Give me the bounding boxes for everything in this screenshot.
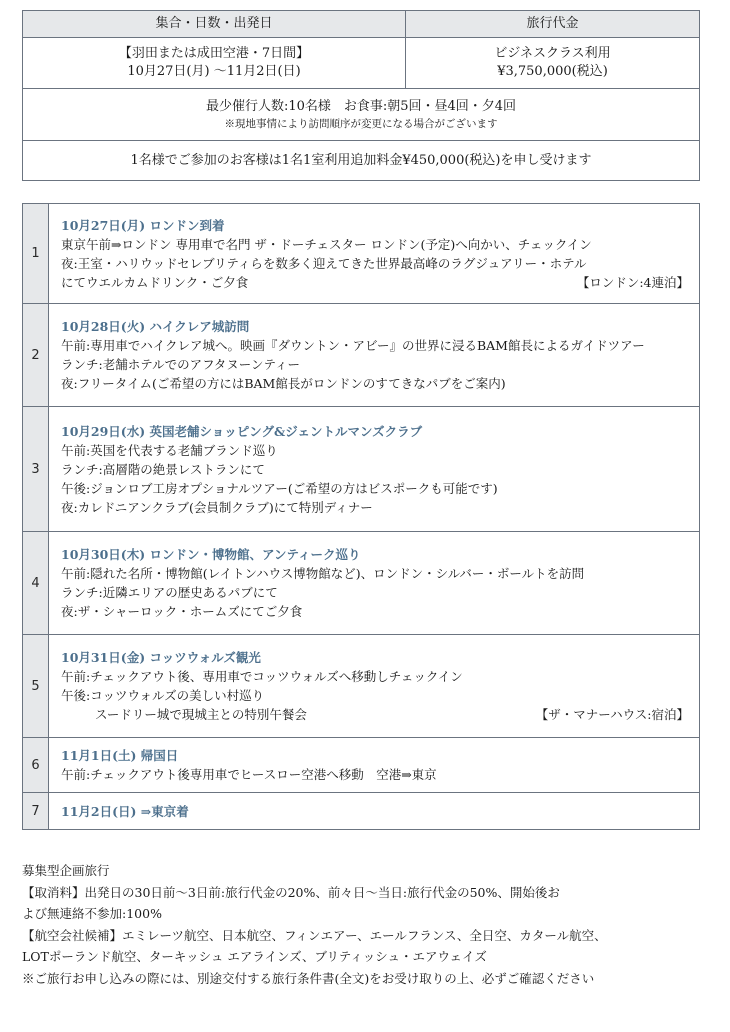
day-line: 午後:コッツウォルズの美しい村巡り	[61, 688, 265, 703]
day-content	[49, 407, 700, 532]
day-line: ランチ:老舗ホテルでのアフタヌーンティー	[61, 357, 300, 372]
day-line: 東京午前⇒ロンドン 専用車で名門 ザ・ドーチェスター ロンドン(予定)へ向かい、チェックイン	[61, 236, 592, 252]
participants-meals-cell	[23, 89, 700, 141]
day-number: 2	[23, 304, 49, 407]
day-content	[49, 532, 700, 635]
day-number: 5	[23, 635, 49, 738]
day-line: 夜:ザ・シャーロック・ホームズにてご夕食	[61, 604, 303, 619]
day-line: 午前:隠れた名所・博物館(レイトンハウス博物館など)、ロンドン・シルバー・ボールトを訪問	[61, 566, 585, 581]
departure-cell	[23, 38, 406, 89]
day-title: 10月28日(火) ハイクレア城訪問	[61, 319, 250, 334]
day-line: 午前:専用車でハイクレア城へ。映画『ダウントン・アビー』の世界に浸るBAM館長によるガイドツアー	[61, 338, 645, 353]
day-number: 4	[23, 532, 49, 635]
day-line: 夜:フリータイム(ご希望の方にはBAM館長がロンドンのすてきなパブをご案内)	[61, 376, 506, 391]
departure-airport-duration: 【羽田または成田空港・7日間】	[118, 46, 310, 61]
day-line: ランチ:高層階の絶景レストランにて	[61, 461, 265, 477]
accommodation-note: 【ザ・マナーハウス:宿泊】	[535, 707, 689, 722]
itinerary-row	[23, 407, 700, 532]
day-title: 11月2日(日) ⇒東京着	[61, 803, 189, 819]
day-line: 夜:カレドニアンクラブ(会員制クラブ)にて特別ディナー	[61, 499, 373, 515]
day-line-with-accommodation	[61, 705, 689, 724]
day-line: 午前:英国を代表する老舗ブランド巡り	[61, 442, 278, 458]
price-amount: ¥3,750,000(税込)	[497, 64, 608, 79]
day-number: 7	[23, 793, 49, 830]
terms-section	[22, 860, 712, 989]
day-number: 6	[23, 738, 49, 793]
day-number: 1	[23, 204, 49, 304]
departure-dates: 10月27日(月) 〜11月2日(日)	[127, 64, 301, 79]
day-content	[49, 304, 700, 407]
itinerary-row	[23, 738, 700, 793]
day-line: スードリー城で現城主との特別午餐会	[95, 707, 307, 722]
day-title: 10月27日(月) ロンドン到着	[61, 217, 225, 233]
participants-meals: 最少催行人数:10名様 お食事:朝5回・昼4回・夕4回	[205, 98, 517, 114]
day-title: 10月29日(水) 英国老舗ショッピング&ジェントルマンズクラブ	[61, 423, 423, 439]
order-change-note: ※現地事情により訪問順序が変更になる場合がございます	[224, 117, 498, 130]
day-title: 11月1日(土) 帰国日	[61, 748, 179, 763]
day-title: 10月31日(金) コッツウォルズ観光	[61, 650, 261, 665]
day-line: ランチ:近隣エリアの歴史あるパブにて	[61, 585, 278, 600]
itinerary-table	[22, 203, 700, 830]
day-line-with-accommodation	[61, 273, 689, 292]
price-class: ビジネスクラス利用	[494, 46, 611, 61]
day-title: 10月30日(木) ロンドン・博物館、アンティーク巡り	[61, 547, 361, 562]
airline-candidates-line: LOTポーランド航空、ターキッシュ エアラインズ、ブリティッシュ・エアウェイズ	[22, 949, 487, 964]
day-number: 3	[23, 407, 49, 532]
itinerary-row	[23, 304, 700, 407]
day-content	[49, 793, 700, 830]
day-content	[49, 204, 700, 304]
itinerary-row	[23, 793, 700, 830]
itinerary-row	[23, 635, 700, 738]
airline-candidates-line: 【航空会社候補】エミレーツ航空、日本航空、フィンエアー、エールフランス、全日空、カタール航空、	[22, 927, 607, 943]
day-line: 午後:ジョンロブ工房オプショナルツアー(ご希望の方はビスポークも可能です)	[61, 480, 498, 496]
day-line: 午前:チェックアウト後、専用車でコッツウォルズへ移動しチェックイン	[61, 669, 463, 684]
cancellation-fee-line: 【取消料】出発日の30日前〜3日前:旅行代金の20%、前々日〜当日:旅行代金の50%、開始後お	[22, 884, 560, 900]
header-price: 旅行代金	[406, 11, 700, 38]
itinerary-row	[23, 532, 700, 635]
day-content	[49, 738, 700, 793]
itinerary-row	[23, 204, 700, 304]
day-line: 午前:チェックアウト後専用車でヒースロー空港へ移動 空港⇒東京	[61, 767, 437, 782]
accommodation-note: 【ロンドン:4連泊】	[576, 274, 689, 290]
single-supplement: 1名様でご参加のお客様は1名1室利用追加料金¥450,000(税込)を申し受けます	[23, 141, 700, 181]
day-content	[49, 635, 700, 738]
tour-summary-table	[22, 10, 700, 181]
day-line: 夜:王室・ハリウッドセレブリティらを数多く迎えてきた世界最高峰のラグジュアリー・ホテル	[61, 255, 587, 271]
header-departure: 集合・日数・出発日	[23, 11, 406, 38]
cancellation-fee-line: よび無連絡不参加:100%	[22, 906, 162, 921]
tour-type: 募集型企画旅行	[22, 863, 110, 878]
day-line: にてウエルカムドリンク・ご夕食	[61, 274, 249, 290]
travel-conditions-note: ※ご旅行お申し込みの際には、別途交付する旅行条件書(全文)をお受け取りの上、必ずご確認ください	[22, 970, 595, 986]
price-cell	[406, 38, 700, 89]
